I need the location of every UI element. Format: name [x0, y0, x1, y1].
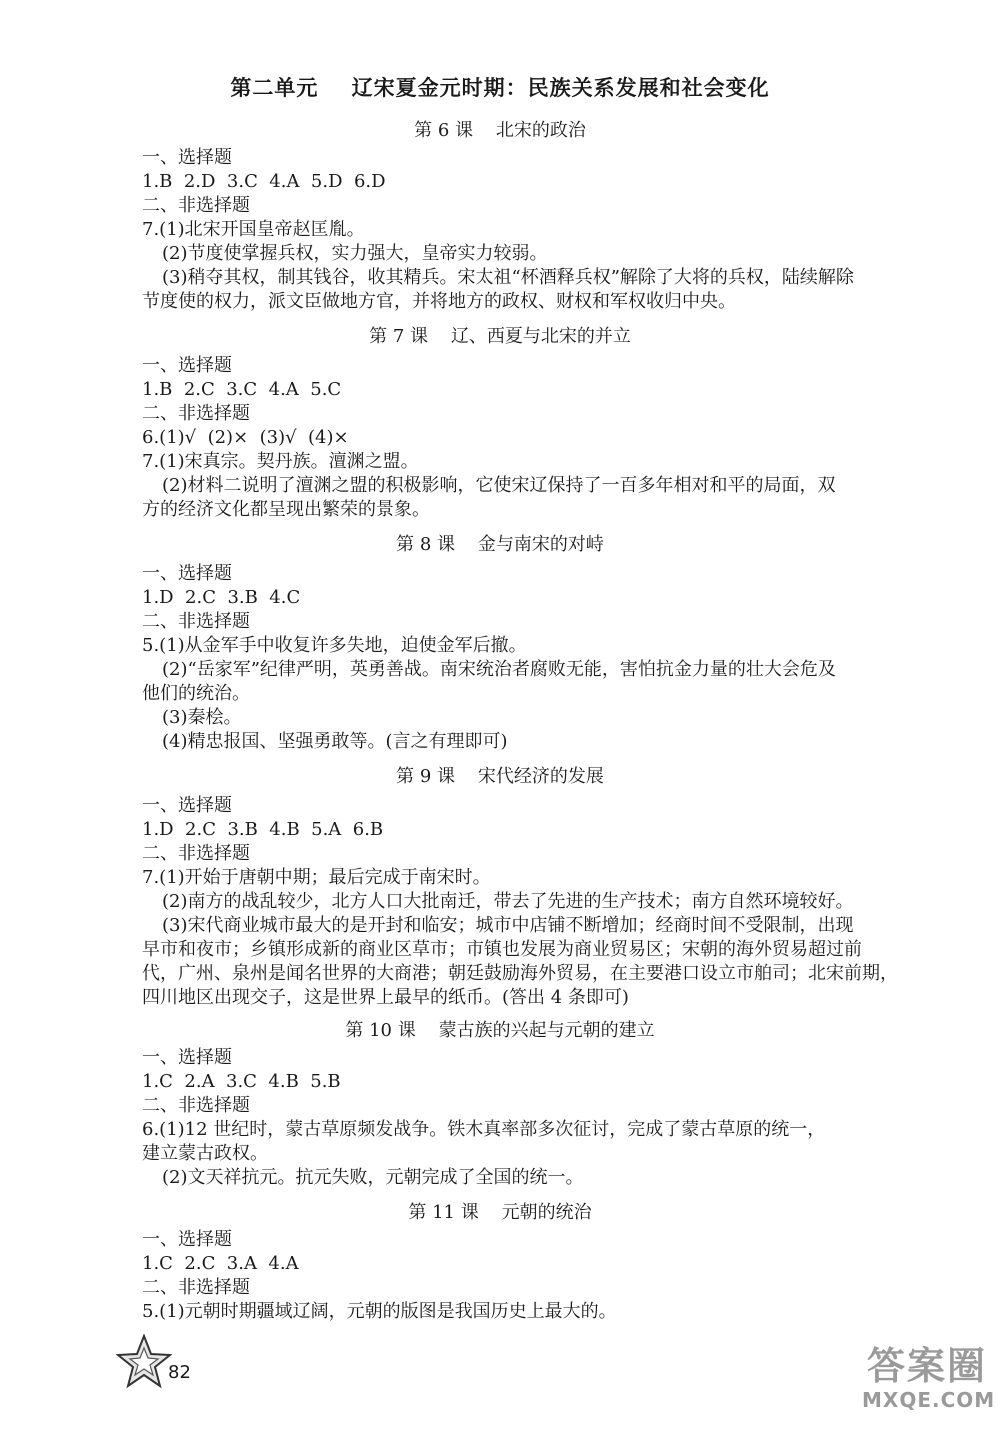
answer-line: (4)精忠报国、坚强勇敢等。(言之有理即可) [162, 731, 508, 752]
answer-line: 1.D 2.C 3.B 4.B 5.A 6.B [142, 819, 384, 840]
answer-line: (3)秦桧。 [162, 707, 242, 728]
lesson-title: 第 7 课 辽、西夏与北宋的并立 [369, 326, 631, 347]
answer-line: (2)文天祥抗元。抗元失败，元朝完成了全国的统一。 [162, 1167, 584, 1188]
lesson-title: 第 6 课 北宋的政治 [414, 120, 586, 141]
section-heading: 二、非选择题 [142, 1095, 250, 1116]
answer-line: 6.(1)√ (2)× (3)√ (4)× [142, 427, 349, 448]
answer-line: 1.C 2.C 3.A 4.A [142, 1253, 299, 1274]
unit-title: 第二单元 辽宋夏金元时期：民族关系发展和社会变化 [230, 76, 770, 100]
answer-line: 1.C 2.A 3.C 4.B 5.B [142, 1071, 341, 1092]
lesson-title: 第 9 课 宋代经济的发展 [396, 766, 604, 787]
answer-line: 7.(1)北宋开国皇帝赵匡胤。 [142, 219, 365, 240]
answer-line: 早市和夜市；乡镇形成新的商业区草市；市镇也发展为商业贸易区；宋朝的海外贸易超过前 [142, 939, 862, 960]
answer-line: 1.B 2.D 3.C 4.A 5.D 6.D [142, 171, 386, 192]
answer-line: 5.(1)元朝时期疆域辽阔，元朝的版图是我国历史上最大的。 [142, 1301, 617, 1322]
star-icon [116, 1334, 172, 1390]
answer-line: 方的经济文化都呈现出繁荣的景象。 [142, 499, 430, 520]
answer-line: 6.(1)12 世纪时，蒙古草原频发战争。铁木真率部多次征讨，完成了蒙古草原的统一， [142, 1119, 826, 1140]
section-heading: 一、选择题 [142, 563, 232, 584]
answer-line: 7.(1)宋真宗。契丹族。澶渊之盟。 [142, 451, 419, 472]
answer-line: 代，广州、泉州是闻名世界的大商港；朝廷鼓励海外贸易，在主要港口设立市舶司；北宋前期， [142, 963, 898, 984]
section-heading: 一、选择题 [142, 1047, 232, 1068]
section-heading: 二、非选择题 [142, 843, 250, 864]
answer-line: (2)节度使掌握兵权，实力强大，皇帝实力较弱。 [162, 243, 548, 264]
answer-line: 1.B 2.C 3.C 4.A 5.C [142, 379, 342, 400]
answer-line: 5.(1)从金军手中收复许多失地，迫使金军后撤。 [142, 635, 527, 656]
answer-line: 他们的统治。 [142, 683, 250, 704]
answer-line: (3)稍夺其权，制其钱谷，收其精兵。宋太祖“杯酒释兵权”解除了大将的兵权，陆续解除 [162, 267, 854, 288]
watermark-url: MXQE.COM [862, 1388, 996, 1412]
answer-line: 建立蒙古政权。 [142, 1143, 268, 1164]
answer-line: (2)南方的战乱较少，北方人口大批南迁，带去了先进的生产技术；南方自然环境较好。 [162, 891, 854, 912]
lesson-title: 第 8 课 金与南宋的对峙 [396, 534, 604, 555]
lesson-title: 第 10 课 蒙古族的兴起与元朝的建立 [345, 1020, 655, 1041]
section-heading: 二、非选择题 [142, 1277, 250, 1298]
watermark-text: 答案圈 [866, 1344, 987, 1388]
answer-line: (2)材料二说明了澶渊之盟的积极影响，它使宋辽保持了一百多年相对和平的局面，双 [162, 475, 836, 496]
section-heading: 一、选择题 [142, 147, 232, 168]
section-heading: 二、非选择题 [142, 611, 250, 632]
section-heading: 二、非选择题 [142, 403, 250, 424]
watermark-logo [862, 1344, 996, 1412]
section-heading: 一、选择题 [142, 1229, 232, 1250]
answer-line: (3)宋代商业城市最大的是开封和临安；城市中店铺不断增加；经商时间不受限制，出现 [162, 915, 854, 936]
section-heading: 一、选择题 [142, 355, 232, 376]
answer-line: 四川地区出现交子，这是世界上最早的纸币。(答出 4 条即可) [142, 987, 629, 1008]
answer-line: 节度使的权力，派文臣做地方官，并将地方的政权、财权和军权收归中央。 [142, 291, 736, 312]
answer-line: 1.D 2.C 3.B 4.C [142, 587, 301, 608]
section-heading: 二、非选择题 [142, 195, 250, 216]
section-heading: 一、选择题 [142, 795, 232, 816]
answer-line: (2)“岳家军”纪律严明，英勇善战。南宋统治者腐败无能，害怕抗金力量的壮大会危及 [162, 659, 836, 680]
lesson-title: 第 11 课 元朝的统治 [408, 1202, 592, 1223]
page-number: 82 [168, 1362, 191, 1383]
answer-line: 7.(1)开始于唐朝中期；最后完成于南宋时。 [142, 867, 491, 888]
